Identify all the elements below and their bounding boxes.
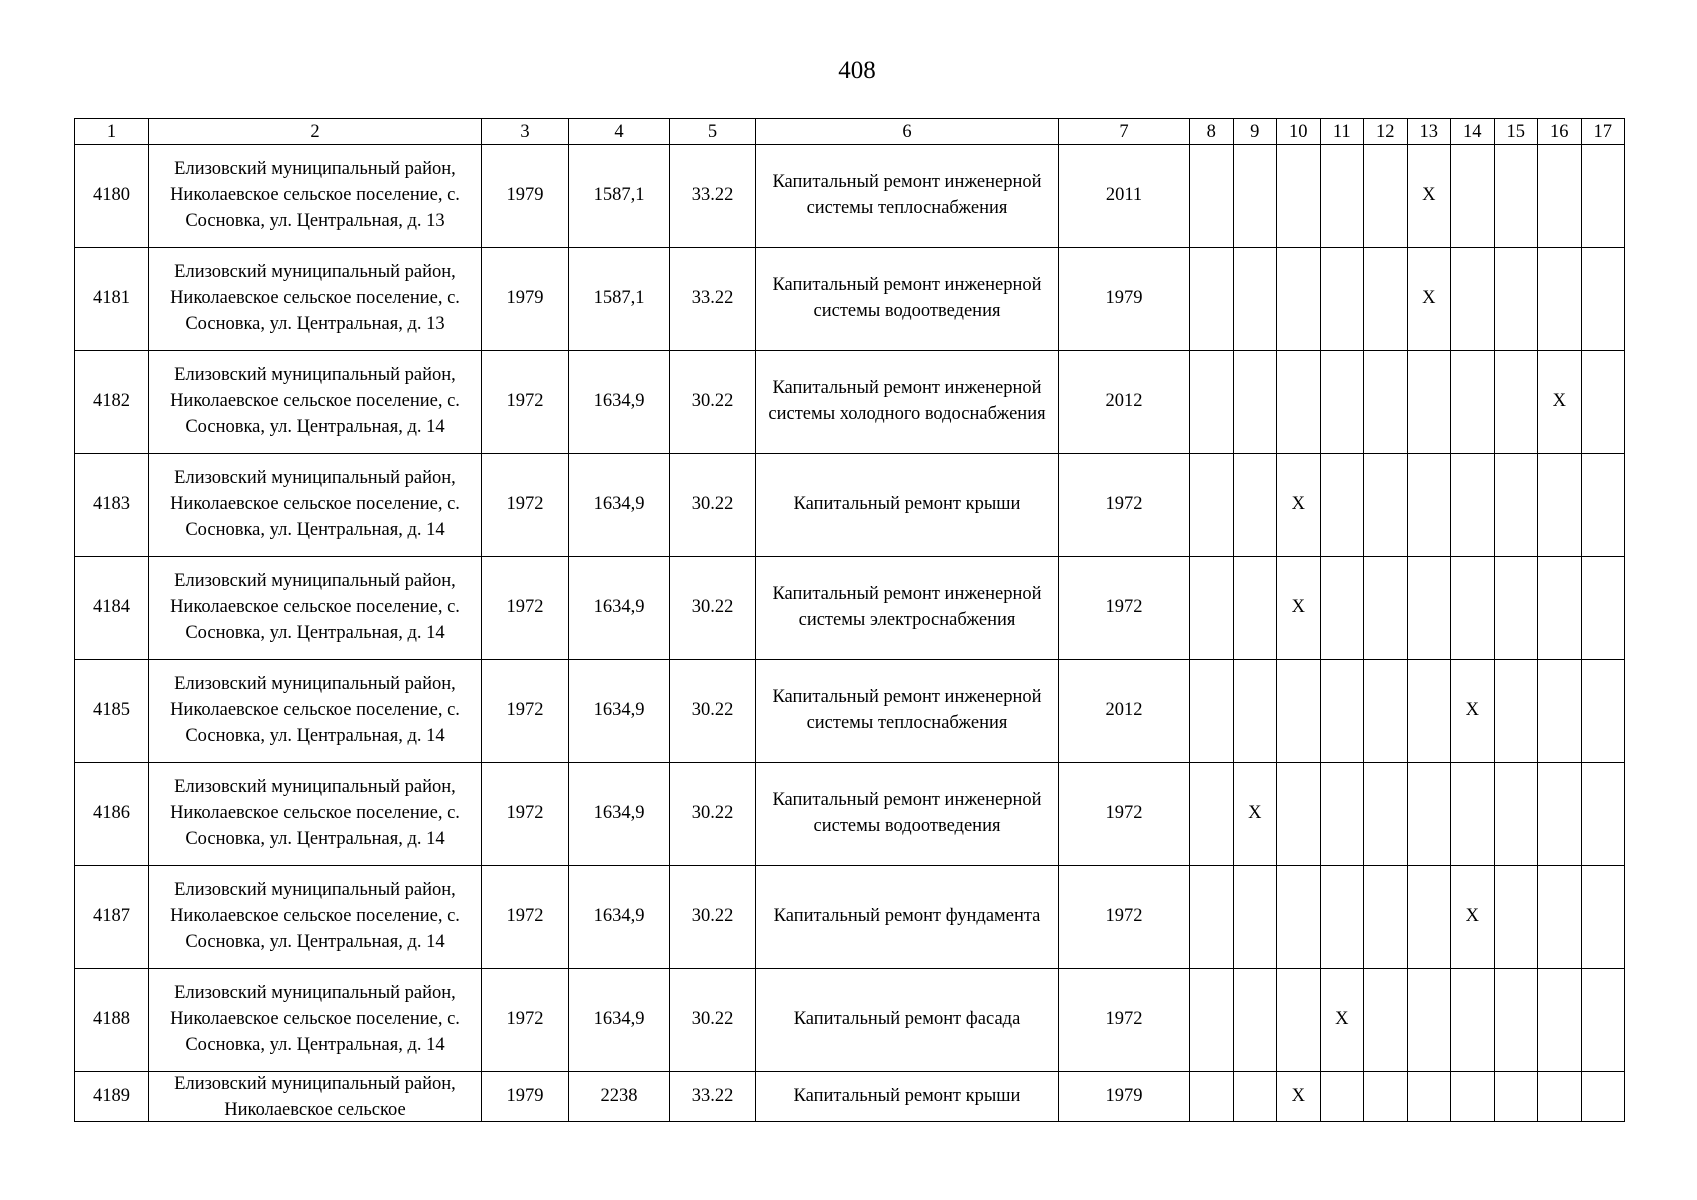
mark-cell-col-9 bbox=[1233, 248, 1277, 351]
year-built-cell: 1972 bbox=[482, 660, 569, 763]
column-header-3: 3 bbox=[482, 119, 569, 145]
address-cell bbox=[149, 660, 482, 763]
column-header-1: 1 bbox=[75, 119, 149, 145]
year-cell: 1972 bbox=[1059, 969, 1190, 1072]
area-cell: 1634,9 bbox=[569, 660, 670, 763]
year-cell: 2012 bbox=[1059, 351, 1190, 454]
mark-cell-col-12 bbox=[1364, 660, 1408, 763]
mark-cell-col-16 bbox=[1538, 969, 1582, 1072]
year-built-cell: 1972 bbox=[482, 969, 569, 1072]
column-header-11: 11 bbox=[1320, 119, 1364, 145]
table-row bbox=[75, 454, 1625, 557]
mark-cell-col-14 bbox=[1451, 763, 1495, 866]
address-text: Елизовский муниципальный район, Николаевское сельское поселение, с. Сосновка, ул. Центральная, д. 14 bbox=[170, 468, 460, 540]
mark-cell-col-16 bbox=[1538, 866, 1582, 969]
mark-cell-col-14 bbox=[1451, 557, 1495, 660]
mark-cell-col-13 bbox=[1407, 969, 1451, 1072]
address-text: Елизовский муниципальный район, Николаевское сельское поселение, с. Сосновка, ул. Центральная, д. 14 bbox=[170, 777, 460, 849]
mark-cell-col-10 bbox=[1277, 969, 1321, 1072]
area-cell: 1587,1 bbox=[569, 248, 670, 351]
area-cell: 1634,9 bbox=[569, 454, 670, 557]
table-row bbox=[75, 866, 1625, 969]
column-header-14: 14 bbox=[1451, 119, 1495, 145]
address-text: Елизовский муниципальный район, Николаевское сельское поселение, с. Сосновка, ул. Центральная, д. 14 bbox=[170, 880, 460, 952]
year-built-cell: 1979 bbox=[482, 1072, 569, 1122]
rate-cell: 30.22 bbox=[670, 660, 756, 763]
rate-cell: 33.22 bbox=[670, 248, 756, 351]
column-header-13: 13 bbox=[1407, 119, 1451, 145]
row-number-cell: 4184 bbox=[75, 557, 149, 660]
table-row bbox=[75, 557, 1625, 660]
row-number-cell: 4181 bbox=[75, 248, 149, 351]
mark-cell-col-8 bbox=[1190, 248, 1234, 351]
mark-cell-col-8 bbox=[1190, 1072, 1234, 1122]
area-cell: 1634,9 bbox=[569, 969, 670, 1072]
year-cell: 2012 bbox=[1059, 660, 1190, 763]
area-cell: 1587,1 bbox=[569, 145, 670, 248]
mark-cell-col-12 bbox=[1364, 351, 1408, 454]
area-cell: 2238 bbox=[569, 1072, 670, 1122]
mark-cell-col-11 bbox=[1320, 454, 1364, 557]
mark-cell-col-11 bbox=[1320, 866, 1364, 969]
mark-cell-col-15 bbox=[1494, 660, 1538, 763]
work-type-cell: Капитальный ремонт крыши bbox=[756, 1072, 1059, 1122]
table-row bbox=[75, 145, 1625, 248]
column-header-12: 12 bbox=[1364, 119, 1408, 145]
mark-cell-col-13: X bbox=[1407, 145, 1451, 248]
mark-cell-col-9 bbox=[1233, 1072, 1277, 1122]
mark-cell-col-15 bbox=[1494, 969, 1538, 1072]
year-cell: 1972 bbox=[1059, 866, 1190, 969]
mark-cell-col-12 bbox=[1364, 866, 1408, 969]
mark-cell-col-17 bbox=[1581, 660, 1625, 763]
table-row bbox=[75, 660, 1625, 763]
mark-cell-col-10: X bbox=[1277, 557, 1321, 660]
mark-cell-col-15 bbox=[1494, 351, 1538, 454]
year-built-cell: 1972 bbox=[482, 557, 569, 660]
column-header-9: 9 bbox=[1233, 119, 1277, 145]
mark-cell-col-11 bbox=[1320, 763, 1364, 866]
mark-cell-col-11: X bbox=[1320, 969, 1364, 1072]
mark-cell-col-17 bbox=[1581, 763, 1625, 866]
mark-cell-col-16: X bbox=[1538, 351, 1582, 454]
mark-cell-col-13 bbox=[1407, 1072, 1451, 1122]
year-cell: 2011 bbox=[1059, 145, 1190, 248]
table-row bbox=[75, 969, 1625, 1072]
mark-cell-col-14 bbox=[1451, 454, 1495, 557]
column-header-4: 4 bbox=[569, 119, 670, 145]
column-header-5: 5 bbox=[670, 119, 756, 145]
column-header-2: 2 bbox=[149, 119, 482, 145]
column-header-6: 6 bbox=[756, 119, 1059, 145]
mark-cell-col-15 bbox=[1494, 454, 1538, 557]
year-cell: 1979 bbox=[1059, 1072, 1190, 1122]
mark-cell-col-8 bbox=[1190, 763, 1234, 866]
year-built-cell: 1979 bbox=[482, 248, 569, 351]
mark-cell-col-14: X bbox=[1451, 866, 1495, 969]
mark-cell-col-8 bbox=[1190, 866, 1234, 969]
row-number-cell: 4183 bbox=[75, 454, 149, 557]
mark-cell-col-16 bbox=[1538, 248, 1582, 351]
mark-cell-col-12 bbox=[1364, 763, 1408, 866]
column-header-16: 16 bbox=[1538, 119, 1582, 145]
work-type-cell: Капитальный ремонт крыши bbox=[756, 454, 1059, 557]
column-header-17: 17 bbox=[1581, 119, 1625, 145]
rate-cell: 30.22 bbox=[670, 969, 756, 1072]
mark-cell-col-15 bbox=[1494, 145, 1538, 248]
address-text: Елизовский муниципальный район, Николаевское сельское поселение, с. Сосновка, ул. Центральная, д. 13 bbox=[170, 159, 460, 231]
column-header-10: 10 bbox=[1277, 119, 1321, 145]
mark-cell-col-16 bbox=[1538, 145, 1582, 248]
mark-cell-col-14: X bbox=[1451, 660, 1495, 763]
mark-cell-col-12 bbox=[1364, 454, 1408, 557]
mark-cell-col-11 bbox=[1320, 351, 1364, 454]
mark-cell-col-10 bbox=[1277, 351, 1321, 454]
column-header-8: 8 bbox=[1190, 119, 1234, 145]
work-type-cell: Капитальный ремонт инженерной системы теплоснабжения bbox=[756, 660, 1059, 763]
row-number-cell: 4180 bbox=[75, 145, 149, 248]
page-number: 408 bbox=[838, 57, 876, 84]
mark-cell-col-10: X bbox=[1277, 1072, 1321, 1122]
table-row bbox=[75, 763, 1625, 866]
year-cell: 1979 bbox=[1059, 248, 1190, 351]
mark-cell-col-11 bbox=[1320, 145, 1364, 248]
work-type-cell: Капитальный ремонт инженерной системы теплоснабжения bbox=[756, 145, 1059, 248]
mark-cell-col-9 bbox=[1233, 660, 1277, 763]
mark-cell-col-11 bbox=[1320, 248, 1364, 351]
mark-cell-col-13 bbox=[1407, 763, 1451, 866]
mark-cell-col-8 bbox=[1190, 660, 1234, 763]
year-cell: 1972 bbox=[1059, 454, 1190, 557]
mark-cell-col-13 bbox=[1407, 866, 1451, 969]
address-text: Елизовский муниципальный район, Николаевское сельское поселение, с. Сосновка, ул. Центральная, д. 14 bbox=[170, 365, 460, 437]
mark-cell-col-17 bbox=[1581, 866, 1625, 969]
mark-cell-col-17 bbox=[1581, 1072, 1625, 1122]
year-built-cell: 1972 bbox=[482, 866, 569, 969]
column-header-15: 15 bbox=[1494, 119, 1538, 145]
mark-cell-col-17 bbox=[1581, 969, 1625, 1072]
mark-cell-col-8 bbox=[1190, 351, 1234, 454]
row-number-cell: 4185 bbox=[75, 660, 149, 763]
address-cell bbox=[149, 454, 482, 557]
mark-cell-col-10 bbox=[1277, 660, 1321, 763]
column-header-7: 7 bbox=[1059, 119, 1190, 145]
mark-cell-col-14 bbox=[1451, 969, 1495, 1072]
mark-cell-col-15 bbox=[1494, 557, 1538, 660]
mark-cell-col-11 bbox=[1320, 1072, 1364, 1122]
rate-cell: 33.22 bbox=[670, 145, 756, 248]
mark-cell-col-17 bbox=[1581, 248, 1625, 351]
mark-cell-col-9 bbox=[1233, 557, 1277, 660]
mark-cell-col-9 bbox=[1233, 866, 1277, 969]
mark-cell-col-10: X bbox=[1277, 454, 1321, 557]
table-row bbox=[75, 248, 1625, 351]
mark-cell-col-10 bbox=[1277, 145, 1321, 248]
address-text: Елизовский муниципальный район, Николаевское сельское поселение, с. Сосновка, ул. Центральная, д. 14 bbox=[170, 571, 460, 643]
address-cell bbox=[149, 557, 482, 660]
address-cell bbox=[149, 248, 482, 351]
address-cell bbox=[149, 1072, 482, 1122]
year-built-cell: 1972 bbox=[482, 763, 569, 866]
rate-cell: 30.22 bbox=[670, 763, 756, 866]
mark-cell-col-12 bbox=[1364, 145, 1408, 248]
mark-cell-col-15 bbox=[1494, 763, 1538, 866]
mark-cell-col-9 bbox=[1233, 145, 1277, 248]
mark-cell-col-15 bbox=[1494, 248, 1538, 351]
address-cell bbox=[149, 866, 482, 969]
mark-cell-col-9 bbox=[1233, 969, 1277, 1072]
area-cell: 1634,9 bbox=[569, 763, 670, 866]
address-cell bbox=[149, 763, 482, 866]
rate-cell: 30.22 bbox=[670, 557, 756, 660]
rate-cell: 33.22 bbox=[670, 1072, 756, 1122]
work-type-cell: Капитальный ремонт фасада bbox=[756, 969, 1059, 1072]
column-number-header-row bbox=[75, 119, 1625, 145]
mark-cell-col-11 bbox=[1320, 660, 1364, 763]
table-row bbox=[75, 351, 1625, 454]
mark-cell-col-13 bbox=[1407, 454, 1451, 557]
address-cell bbox=[149, 969, 482, 1072]
mark-cell-col-16 bbox=[1538, 763, 1582, 866]
address-cell bbox=[149, 351, 482, 454]
mark-cell-col-9 bbox=[1233, 454, 1277, 557]
mark-cell-col-13: X bbox=[1407, 248, 1451, 351]
mark-cell-col-14 bbox=[1451, 1072, 1495, 1122]
mark-cell-col-13 bbox=[1407, 351, 1451, 454]
mark-cell-col-12 bbox=[1364, 969, 1408, 1072]
work-type-cell: Капитальный ремонт инженерной системы водоотведения bbox=[756, 763, 1059, 866]
address-text: Елизовский муниципальный район, Николаевское сельское поселение, с. Сосновка, ул. Центральная, д. 14 bbox=[170, 674, 460, 746]
mark-cell-col-15 bbox=[1494, 1072, 1538, 1122]
mark-cell-col-8 bbox=[1190, 969, 1234, 1072]
mark-cell-col-10 bbox=[1277, 866, 1321, 969]
mark-cell-col-11 bbox=[1320, 557, 1364, 660]
mark-cell-col-17 bbox=[1581, 145, 1625, 248]
work-type-cell: Капитальный ремонт инженерной системы водоотведения bbox=[756, 248, 1059, 351]
rate-cell: 30.22 bbox=[670, 454, 756, 557]
year-built-cell: 1972 bbox=[482, 351, 569, 454]
year-built-cell: 1979 bbox=[482, 145, 569, 248]
row-number-cell: 4182 bbox=[75, 351, 149, 454]
mark-cell-col-10 bbox=[1277, 248, 1321, 351]
mark-cell-col-9: X bbox=[1233, 763, 1277, 866]
area-cell: 1634,9 bbox=[569, 866, 670, 969]
work-type-cell: Капитальный ремонт инженерной системы холодного водоснабжения bbox=[756, 351, 1059, 454]
work-type-cell: Капитальный ремонт фундамента bbox=[756, 866, 1059, 969]
area-cell: 1634,9 bbox=[569, 351, 670, 454]
mark-cell-col-12 bbox=[1364, 557, 1408, 660]
mark-cell-col-14 bbox=[1451, 248, 1495, 351]
register-table bbox=[74, 118, 1625, 1122]
year-cell: 1972 bbox=[1059, 763, 1190, 866]
mark-cell-col-8 bbox=[1190, 454, 1234, 557]
mark-cell-col-15 bbox=[1494, 866, 1538, 969]
mark-cell-col-14 bbox=[1451, 145, 1495, 248]
area-cell: 1634,9 bbox=[569, 557, 670, 660]
row-number-cell: 4188 bbox=[75, 969, 149, 1072]
mark-cell-col-16 bbox=[1538, 660, 1582, 763]
mark-cell-col-10 bbox=[1277, 763, 1321, 866]
mark-cell-col-13 bbox=[1407, 660, 1451, 763]
rate-cell: 30.22 bbox=[670, 866, 756, 969]
mark-cell-col-17 bbox=[1581, 351, 1625, 454]
mark-cell-col-12 bbox=[1364, 1072, 1408, 1122]
mark-cell-col-16 bbox=[1538, 557, 1582, 660]
address-text: Елизовский муниципальный район, Николаевское сельское bbox=[174, 1074, 456, 1120]
year-cell: 1972 bbox=[1059, 557, 1190, 660]
mark-cell-col-12 bbox=[1364, 248, 1408, 351]
mark-cell-col-8 bbox=[1190, 145, 1234, 248]
row-number-cell: 4189 bbox=[75, 1072, 149, 1122]
mark-cell-col-14 bbox=[1451, 351, 1495, 454]
rate-cell: 30.22 bbox=[670, 351, 756, 454]
address-text: Елизовский муниципальный район, Николаевское сельское поселение, с. Сосновка, ул. Центральная, д. 13 bbox=[170, 262, 460, 334]
mark-cell-col-17 bbox=[1581, 454, 1625, 557]
row-number-cell: 4187 bbox=[75, 866, 149, 969]
mark-cell-col-9 bbox=[1233, 351, 1277, 454]
address-cell bbox=[149, 145, 482, 248]
mark-cell-col-13 bbox=[1407, 557, 1451, 660]
address-text: Елизовский муниципальный район, Николаевское сельское поселение, с. Сосновка, ул. Центральная, д. 14 bbox=[170, 983, 460, 1055]
row-number-cell: 4186 bbox=[75, 763, 149, 866]
mark-cell-col-16 bbox=[1538, 1072, 1582, 1122]
mark-cell-col-17 bbox=[1581, 557, 1625, 660]
mark-cell-col-8 bbox=[1190, 557, 1234, 660]
mark-cell-col-16 bbox=[1538, 454, 1582, 557]
table-row bbox=[75, 1072, 1625, 1122]
year-built-cell: 1972 bbox=[482, 454, 569, 557]
work-type-cell: Капитальный ремонт инженерной системы электроснабжения bbox=[756, 557, 1059, 660]
